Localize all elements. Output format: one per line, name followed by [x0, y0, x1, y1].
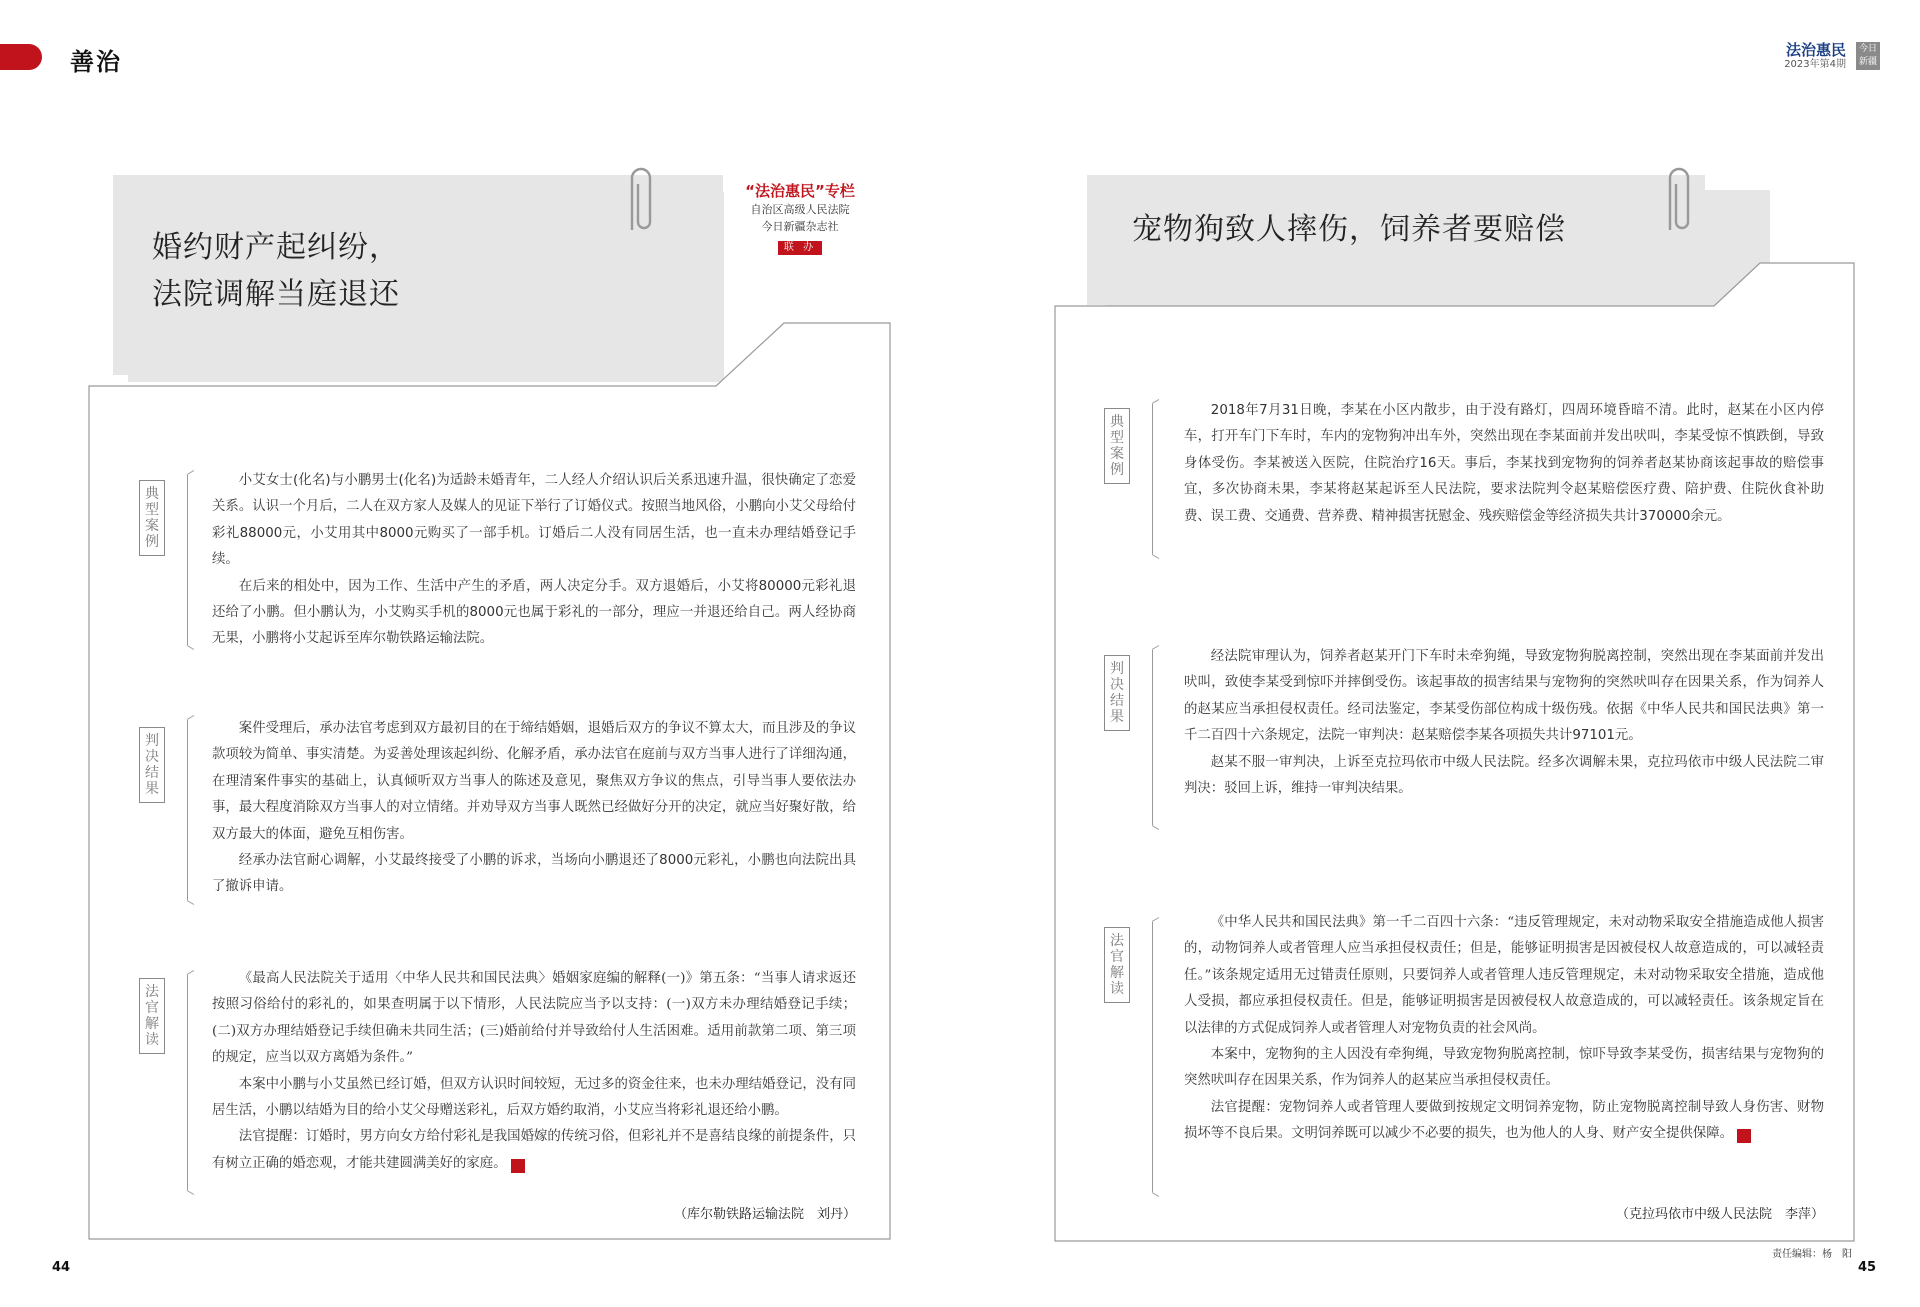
magazine-logo-box: 今日 新疆 [1856, 42, 1880, 70]
right-page-number: 45 [1858, 1260, 1877, 1275]
column-org-1: 自治区高级人民法院 [750, 203, 850, 216]
end-mark-icon: J [1737, 1129, 1751, 1143]
section-tab-marker [0, 44, 42, 70]
section-title: 善治 [70, 47, 122, 76]
end-mark-icon: J [511, 1159, 525, 1173]
left-case-text: 小艾女士(化名)与小鹏男士(化名)为适龄未婚青年，二人经人介绍认识后关系迅速升温，很快确定了恋爱关系。认识一个月后，二人在双方家人及媒人的见证下举行了订婚仪式。按照当地风俗，小鹏向小艾父母给付彩礼88000元，小艾用其中8000元购买了一部手机。订婚后二人没有同居生活，也一直未办理结婚登记手续。 在后来的相处中，因为工作、生活中产生的矛盾，两人决定分手。双方退婚后，小艾将80000元彩礼退还给了小鹏。但小鹏认为，小艾购买手机的8000元也属于彩礼的一部分，理应一并退还给自己。两人经协商无果，小鹏将小艾起诉至库尔勒铁路运输法院。 [212, 473, 856, 647]
left-result-bracket [187, 720, 200, 900]
right-case-bracket [1152, 404, 1165, 554]
right-article-title: 宠物狗致人摔伤，饲养者要赔偿 [1132, 212, 1566, 247]
magazine-name: 法治惠民 [1785, 41, 1846, 59]
right-result-bracket [1152, 650, 1165, 825]
label-judgment-result: 判 决 结 果 [139, 727, 165, 803]
right-judge-text: 《中华人民共和国民法典》第一千二百四十六条：“违反管理规定，未对动物采取安全措施造成他人损害的，动物饲养人或者管理人应当承担侵权责任；但是，能够证明损害是因被侵权人故意造成的，可以减轻责任。”该条规定适用无过错责任原则，只要饲养人或者管理人违反管理规定，未对动物采取安全措施，造成他人受损，都应承担侵权责任。但是，能够证明损害是因被侵权人故意造成的，可以减轻责任。该条规定旨在以法律的方式促成饲养人或者管理人对宠物负责的社会风尚。 本案中，宠物狗的主人因没有牵狗绳，导致宠物狗脱离控制，惊吓导致李某受伤，损害结果与宠物狗的突然吠叫存在因果关系，作为饲养人的赵某应当承担侵权责任。 法官提醒：宠物饲养人或者管理人要做到按规定文明饲养宠物，防止宠物脱离控制导致人身伤害、财物损坏等不良后果。文明饲养既可以减少不必要的损失，也为他人的人身、财产安全提供保障。 J [1184, 915, 1824, 1143]
column-name: “法治惠民”专栏 [745, 182, 855, 200]
paperclip-icon [622, 160, 656, 240]
right-signature: （克拉玛依市中级人民法院 李萍） [1615, 1207, 1824, 1222]
column-org-2: 今日新疆杂志社 [761, 220, 839, 233]
column-badge: 联 办 [778, 241, 822, 255]
paperclip-icon [1660, 160, 1694, 240]
label-typical-case: 典 型 案 例 [1104, 408, 1130, 484]
label-judge-interpretation: 法 官 解 读 [1104, 927, 1130, 1003]
left-result-text: 案件受理后，承办法官考虑到双方最初目的在于缔结婚姻，退婚后双方的争议不算太大，而且涉及的争议款项较为简单、事实清楚。为妥善处理该起纠纷、化解矛盾，承办法官在庭前与双方当事人进行了详细沟通，在理清案件事实的基础上，认真倾听双方当事人的陈述及意见，聚焦双方争议的焦点，引导当事人要依法办事，最大程度消除双方当事人的对立情绪。并劝导双方当事人既然已经做好分开的决定，就应当好聚好散，给双方最大的体面，避免互相伤害。 经承办法官耐心调解，小艾最终接受了小鹏的诉求，当场向小鹏退还了8000元彩礼，小鹏也向法院出具了撤诉申请。 [212, 721, 856, 895]
label-judge-interpretation: 法 官 解 读 [139, 978, 165, 1054]
editor-credit: 责任编辑：杨 阳 [1772, 1249, 1852, 1260]
left-signature: （库尔勒铁路运输法院 刘丹） [673, 1207, 856, 1222]
left-judge-text: 《最高人民法院关于适用〈中华人民共和国民法典〉婚姻家庭编的解释(一)》第五条：“当事人请求返还按照习俗给付的彩礼的，如果查明属于以下情形，人民法院应当予以支持：(一)双方未办理结婚登记手续；(二)双方办理结婚登记手续但确未共同生活；(三)婚前给付并导致给付人生活困难。适用前款第二项、第三项的规定，应当以双方离婚为条件。” 本案中小鹏与小艾虽然已经订婚，但双方认识时间较短，无过多的资金往来，也未办理结婚登记，没有同居生活，小鹏以结婚为目的给小艾父母赠送彩礼，后双方婚约取消，小艾应当将彩礼退还给小鹏。 法官提醒：订婚时，男方向女方给付彩礼是我国婚嫁的传统习俗，但彩礼并不是喜结良缘的前提条件，只有树立正确的婚恋观，才能共建圆满美好的家庭。 J [212, 971, 856, 1172]
right-case-text: 2018年7月31日晚，李某在小区内散步，由于没有路灯，四周环境昏暗不清。此时，赵某在小区内停车，打开车门下车时，车内的宠物狗冲出车外，突然出现在李某面前并发出吠叫，李某受惊不慎跌倒，导致身体受伤。李某被送入医院，住院治疗16天。事后，李某找到宠物狗的饲养者赵某协商该起事故的赔偿事宜，多次协商未果，李某将赵某起诉至人民法院，要求法院判令赵某赔偿医疗费、陪护费、住院伙食补助费、误工费、交通费、营养费、精神损害抚慰金、残疾赔偿金等经济损失共计370000余元。 [1184, 403, 1824, 524]
right-result-text: 经法院审理认为，饲养者赵某开门下车时未牵狗绳，导致宠物狗脱离控制，突然出现在李某面前并发出吠叫，致使李某受到惊吓并摔倒受伤。该起事故的损害结果与宠物狗的突然吠叫存在因果关系，作为饲养人的赵某应当承担侵权责任。经司法鉴定，李某受伤部位构成十级伤残。依据《中华人民共和国民法典》第一千二百四十六条规定，法院一审判决：赵某赔偿李某各项损失共计97101元。 赵某不服一审判决，上诉至克拉玛依市中级人民法院。经多次调解未果，克拉玛依市中级人民法院二审判决：驳回上诉，维持一审判决结果。 [1184, 649, 1824, 797]
magazine-brand [1784, 42, 1846, 71]
left-judge-bracket [187, 975, 200, 1190]
right-judge-bracket [1152, 922, 1165, 1192]
column-label [735, 180, 865, 255]
label-judgment-result: 判 决 结 果 [1104, 655, 1130, 731]
left-case-bracket [187, 475, 200, 645]
magazine-issue: 2023年第4期 [1784, 59, 1846, 70]
left-article-title: 婚约财产起纠纷， 法院调解当庭退还 [152, 230, 400, 312]
label-typical-case: 典 型 案 例 [139, 480, 165, 556]
left-page-number: 44 [52, 1260, 71, 1275]
